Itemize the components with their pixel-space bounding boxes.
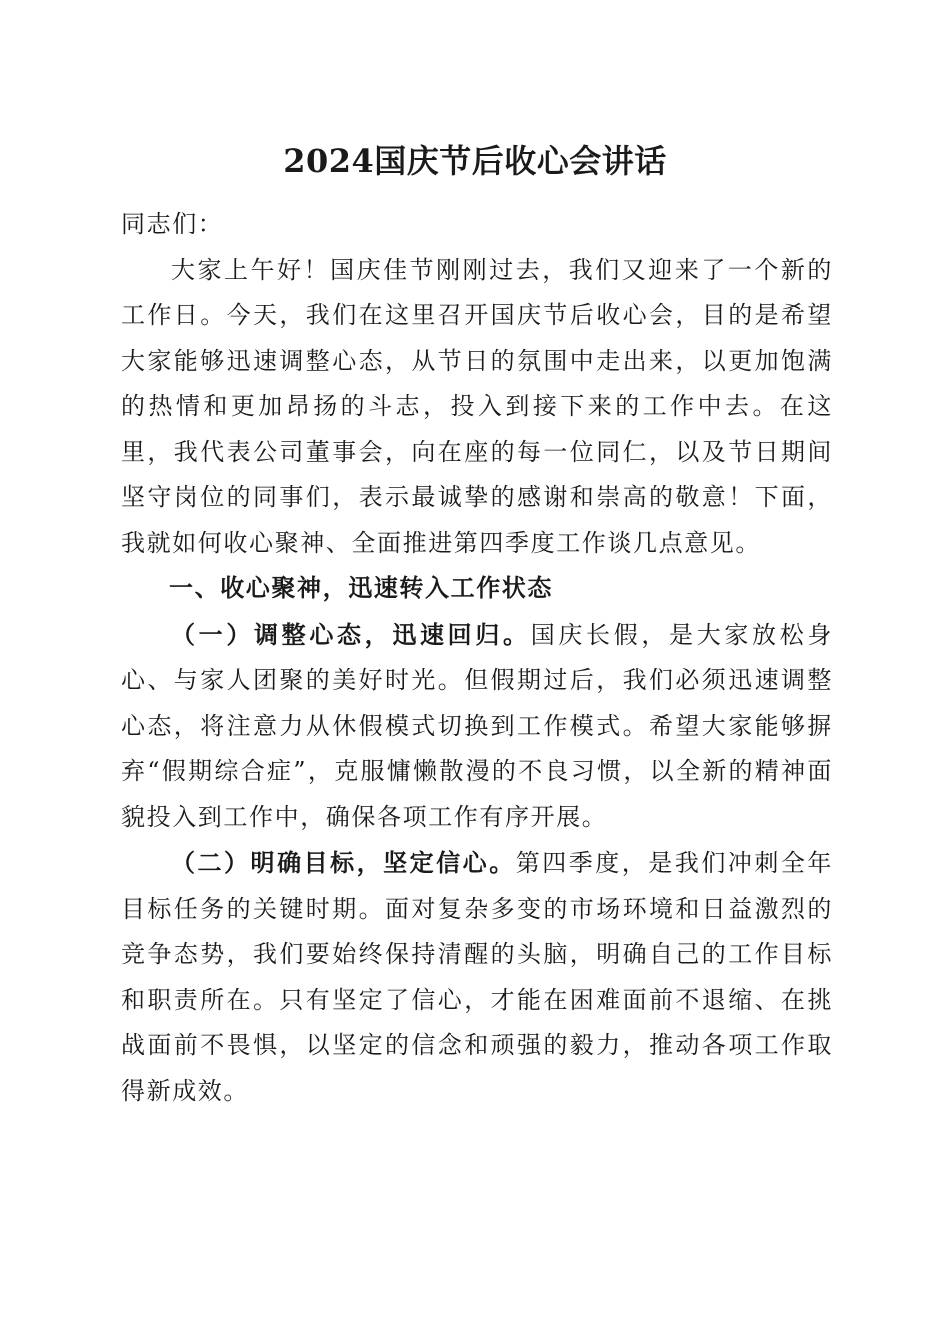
point-2-lead: （二）明确目标，坚定信心。 — [171, 848, 516, 877]
section-heading-1: 一、收心聚神，迅速转入工作状态 — [169, 574, 553, 602]
point-1-paragraph — [121, 612, 833, 841]
salutation: 同志们： — [121, 210, 224, 238]
point-2-text: 第四季度，是我们冲刺全年目标任务的关键时期。面对复杂多变的市场环境和日益激烈的竞争态势，我们要始终保持清醒的头脑，明确自己的工作目标和职责所在。只有坚定了信心，才能在困难面前不退缩、在挑战面前不畏惧，以坚定的信念和顽强的毅力，推动各项工作取得新成效。 — [121, 849, 833, 1105]
intro-paragraph: 大家上午好！国庆佳节刚刚过去，我们又迎来了一个新的工作日。今天，我们在这里召开国庆节后收心会，目的是希望大家能够迅速调整心态，从节日的氛围中走出来，以更加饱满的热情和更加昂扬的斗志，投入到接下来的工作中去。在这里，我代表公司董事会，向在座的每一位同仁，以及节日期间坚守岗位的同事们，表示最诚挚的感谢和崇高的敬意！下面，我就如何收心聚神、全面推进第四季度工作谈几点意见。 — [121, 255, 833, 557]
point-1-text: 国庆长假，是大家放松身心、与家人团聚的美好时光。但假期过后，我们必须迅速调整心态，将注意力从休假模式切换到工作模式。希望大家能够摒弃“假期综合症”，克服慵懒散漫的不良习惯，以全新的精神面貌投入到工作中，确保各项工作有序开展。 — [121, 620, 833, 831]
document-title: 2024国庆节后收心会讲话 — [283, 142, 667, 180]
document-body — [121, 202, 833, 1114]
point-2-paragraph — [121, 840, 833, 1114]
point-1-lead: （一）调整心态，迅速回归。 — [171, 619, 531, 649]
